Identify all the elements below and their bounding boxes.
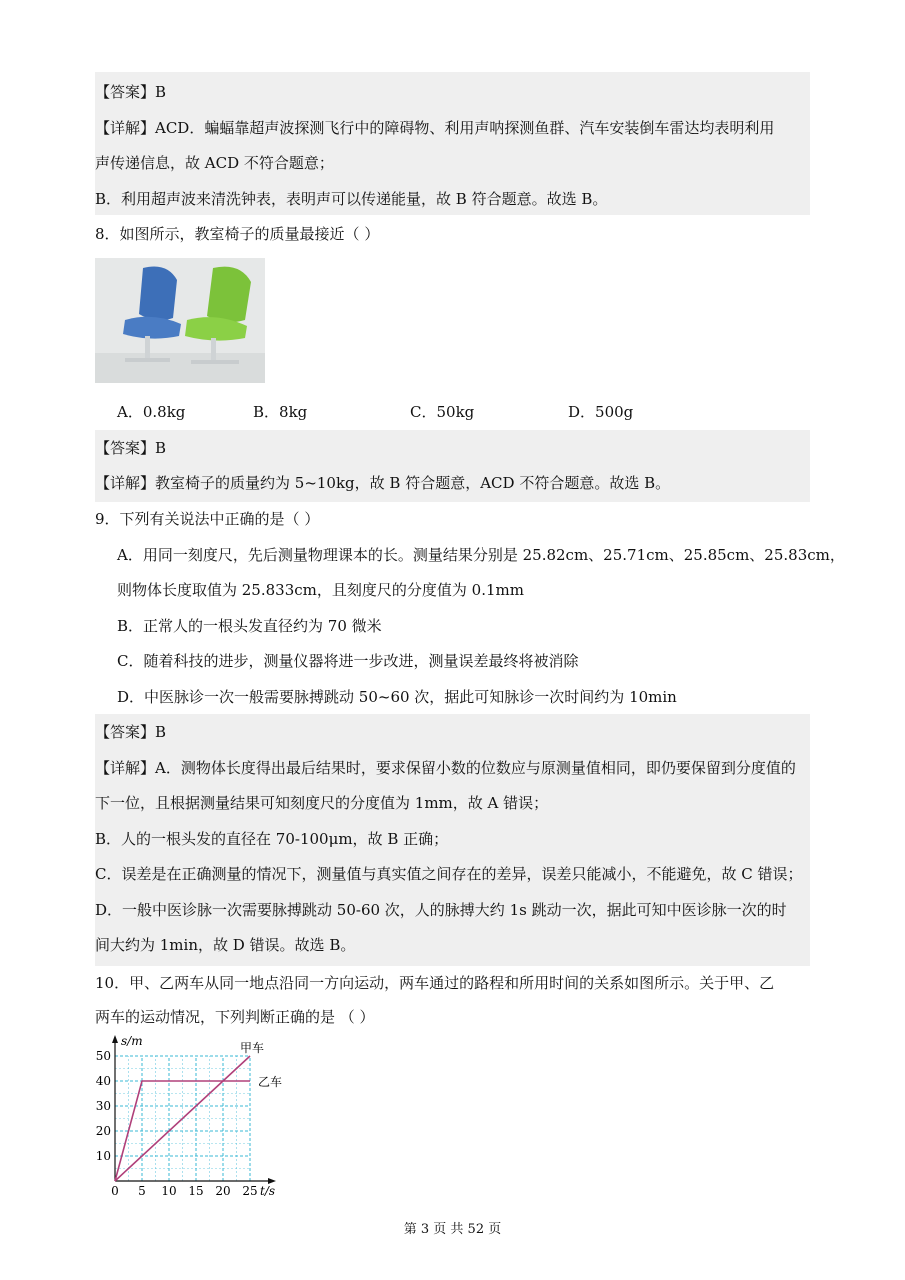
detail-q7-line2: 声传递信息，故 ACD 不符合题意； <box>95 154 334 172</box>
answer-q8: 【答案】B <box>95 439 167 457</box>
detail-q9-line5: D．一般中医诊脉一次需要脉搏跳动 50-60 次，人的脉搏大约 1s 跳动一次，据此可知中医诊脉一次的时 <box>95 901 787 919</box>
x-tick-label-1: 5 <box>138 1184 146 1198</box>
option-9a-line1: A．用同一刻度尺，先后测量物理课本的长。测量结果分别是 25.82cm、25.71cm、25.85cm、25.83cm， <box>117 546 845 564</box>
option-8b: B．8kg <box>253 403 308 421</box>
x-tick-label-4: 20 <box>215 1184 231 1198</box>
y-tick-label-1: 20 <box>95 1124 111 1138</box>
question-9-stem: 9．下列有关说法中正确的是（ ） <box>95 510 320 528</box>
question-8-stem: 8．如图所示，教室椅子的质量最接近（ ） <box>95 225 380 243</box>
y-axis-arrow <box>112 1035 118 1043</box>
option-8a: A．0.8kg <box>117 403 186 421</box>
y-tick-label-3: 40 <box>95 1074 111 1088</box>
y-tick-label-4: 50 <box>95 1049 111 1063</box>
answer-q7: 【答案】B <box>95 83 167 101</box>
option-9d: D．中医脉诊一次一般需要脉搏跳动 50~60 次，据此可知脉诊一次时间约为 10min <box>117 688 677 706</box>
x-tick-label-3: 15 <box>188 1184 204 1198</box>
option-9c: C．随着科技的进步，测量仪器将进一步改进，测量误差最终将被消除 <box>117 652 579 670</box>
y-tick-label-0: 10 <box>95 1149 111 1163</box>
detail-q9-line2: 下一位，且根据测量结果可知刻度尺的分度值为 1mm，故 A 错误； <box>95 794 549 812</box>
detail-q8: 【详解】教室椅子的质量约为 5~10kg，故 B 符合题意，ACD 不符合题意。故选 B。 <box>95 474 671 492</box>
question-10-stem-line1: 10．甲、乙两车从同一地点沿同一方向运动，两车通过的路程和所用时间的关系如图所示。关于甲、乙 <box>95 974 775 992</box>
detail-q9-line3: B．人的一根头发的直径在 70-100μm，故 B 正确； <box>95 830 449 848</box>
series-label-0: 甲车 <box>240 1041 265 1055</box>
x-tick-label-5: 25 <box>242 1184 258 1198</box>
detail-q7-line3: B．利用超声波来清洗钟表，表明声可以传递能量，故 B 符合题意。故选 B。 <box>95 190 608 208</box>
detail-q9-line1: 【详解】A．测物体长度得出最后结果时，要求保留小数的位数应与原测量值相同，即仍要保留到分度值的 <box>95 759 796 777</box>
question-10-stem-line2: 两车的运动情况，下列判断正确的是 （ ） <box>95 1008 375 1026</box>
x-axis-label: t/s <box>260 1184 276 1198</box>
answer-q9: 【答案】B <box>95 723 167 741</box>
distance-time-chart <box>88 1033 298 1208</box>
y-axis-label: s/m <box>121 1034 143 1048</box>
option-9b: B．正常人的一根头发直径约为 70 微米 <box>117 617 382 635</box>
series-label-1: 乙车 <box>258 1075 283 1089</box>
option-8c: C．50kg <box>410 403 475 421</box>
x-tick-label-0: 0 <box>111 1184 119 1198</box>
option-9a-line2: 则物体长度取值为 25.833cm，且刻度尺的分度值为 0.1mm <box>117 581 524 599</box>
y-tick-label-2: 30 <box>95 1099 111 1113</box>
detail-q9-line6: 间大约为 1min，故 D 错误。故选 B。 <box>95 936 356 954</box>
classroom-chairs-photo-icon <box>95 258 265 383</box>
x-tick-label-2: 10 <box>161 1184 177 1198</box>
option-8d: D．500g <box>568 403 634 421</box>
page-footer: 第 3 页 共 52 页 <box>403 1222 502 1237</box>
detail-q7-line1: 【详解】ACD．蝙蝠靠超声波探测飞行中的障碍物、利用声呐探测鱼群、汽车安装倒车雷达均表明利用 <box>95 119 775 137</box>
detail-q9-line4: C．误差是在正确测量的情况下，测量值与真实值之间存在的差异，误差只能减小，不能避免，故 C 错误； <box>95 865 803 883</box>
